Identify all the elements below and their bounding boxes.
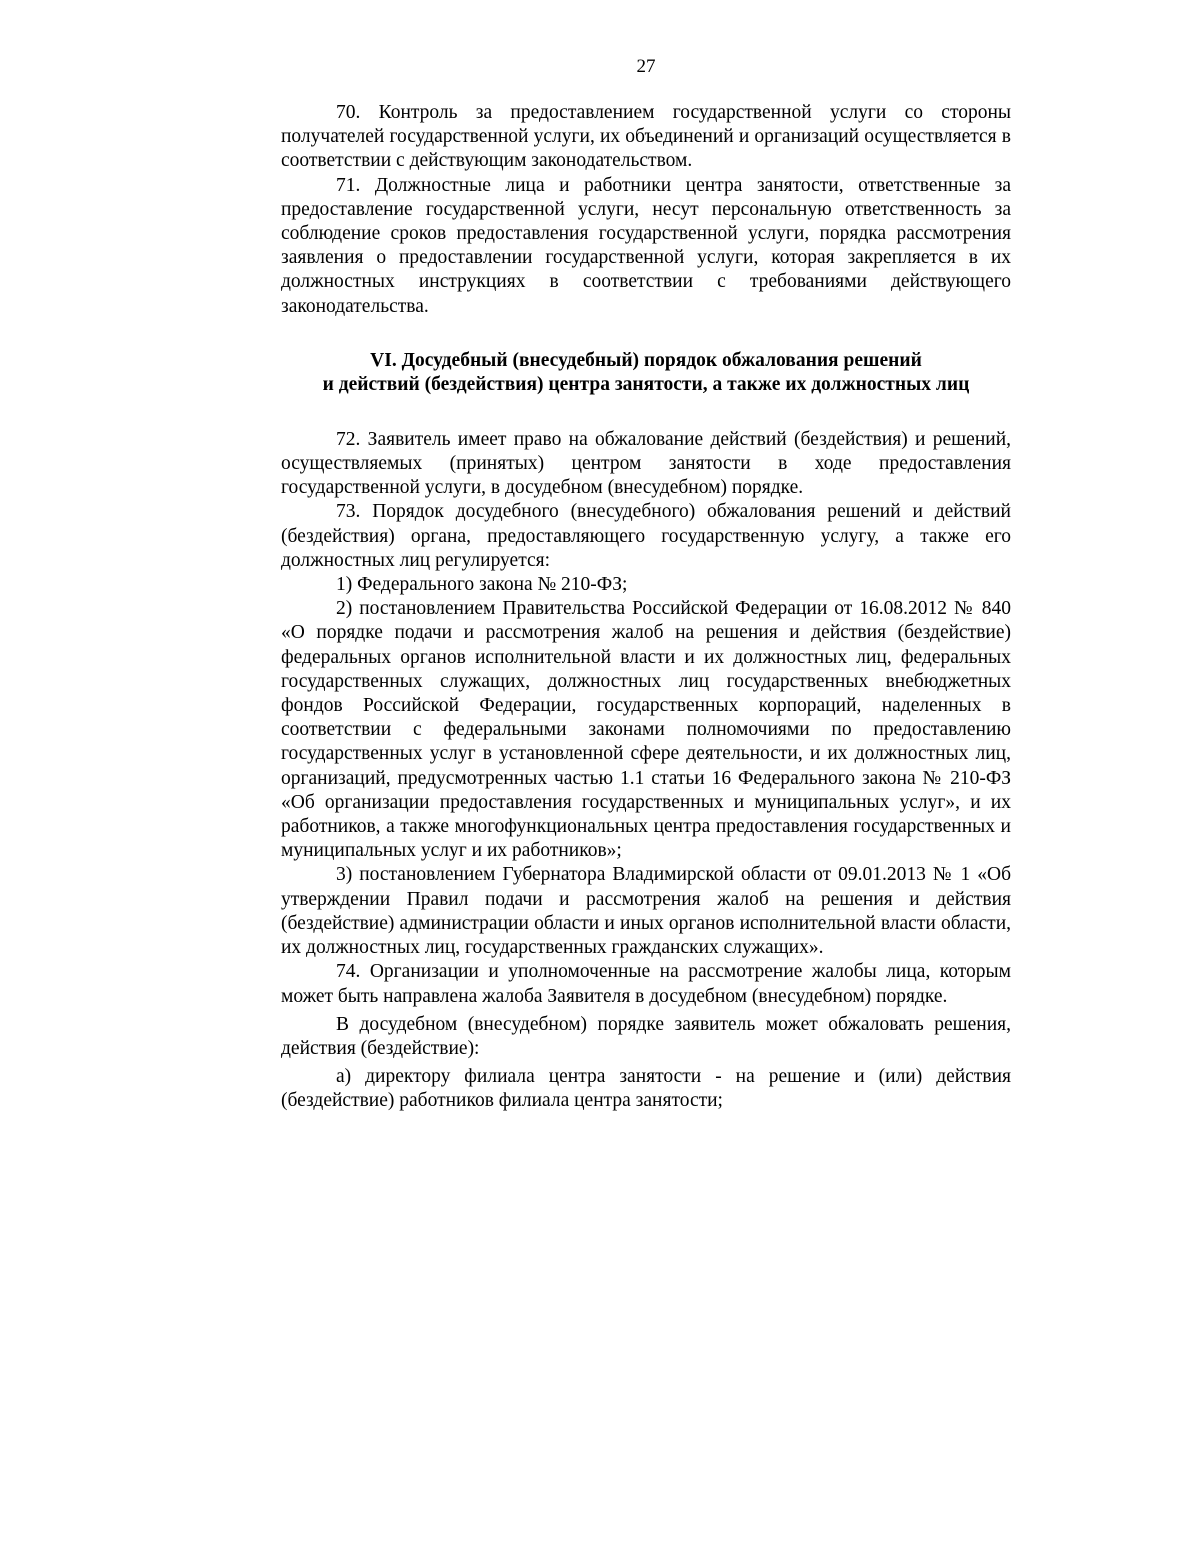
paragraph-71: 71. Должностные лица и работники центра занятости, ответственные за предоставление государственной услуги, несут персональную ответственность за соблюдение сроков предоставления государственной услуги, порядка рассмотрения заявления о предоставлении государственной услуги, которая закрепляется в их должностных инструкциях в соответствии с требованиями действующего законодательства. (281, 174, 1011, 317)
list-item-2: 2) постановлением Правительства Российской Федерации от 16.08.2012 № 840 «О порядке подачи и рассмотрения жалоб на решения и действия (бездействие) федеральных органов исполнительной власти и их должностных лиц, федеральных государственных служащих, должностных лиц государственных внебюджетных фондов Российской Федерации, государственных корпораций, наделенных в соответствии с федеральными законами полномочиями по предоставлению государственных услуг в установленной сфере деятельности, и их должностных лиц, организаций, предусмотренных частью 1.1 статьи 16 Федерального закона № 210-ФЗ «Об организации предоставления государственных и муниципальных услуг», и их работников, а также многофункциональных центра предоставления государственных и муниципальных услуг и их работников»; (281, 598, 1011, 862)
section-heading (281, 349, 1011, 398)
paragraph-70: 70. Контроль за предоставлением государственной услуги со стороны получателей государственной услуги, их объединений и организаций осуществляется в соответствии с действующим законодательством. (281, 102, 1011, 172)
paragraph-appeal-intro: В досудебном (внесудебном) порядке заявитель может обжаловать решения, действия (бездействие): (281, 1013, 1011, 1059)
paragraph-74: 74. Организации и уполномоченные на рассмотрение жалобы лица, которым может быть направлена жалоба Заявителя в досудебном (внесудебном) порядке. (281, 961, 1011, 1007)
paragraph-72: 72. Заявитель имеет право на обжалование действий (бездействия) и решений, осуществляемых (принятых) центром занятости в ходе предоставления государственной услуги, в досудебном (внесудебном) порядке. (281, 428, 1011, 499)
list-item-1: 1) Федерального закона № 210-ФЗ; (336, 574, 628, 596)
list-item-3: 3) постановлением Губернатора Владимирской области от 09.01.2013 № 1 «Об утверждении Правил подачи и рассмотрения жалоб на решения и действия (бездействие) администрации области и иных органов исполнительной власти области, их должностных лиц, государственных гражданских служащих». (281, 864, 1011, 959)
section-heading-line1: VI. Досудебный (внесудебный) порядок обжалования решений (370, 349, 922, 371)
list-item-a: а) директору филиала центра занятости - на решение и (или) действия (бездействие) работников филиала центра занятости; (281, 1066, 1011, 1112)
page-number: 27 (636, 56, 656, 77)
paragraph-73: 73. Порядок досудебного (внесудебного) обжалования решений и действий (бездействия) органа, предоставляющего государственную услугу, а также его должностных лиц регулируется: (281, 501, 1011, 571)
document-page (281, 55, 1011, 1114)
section-heading-line2: и действий (бездействия) центра занятости, а также их должностных лиц (322, 374, 970, 396)
